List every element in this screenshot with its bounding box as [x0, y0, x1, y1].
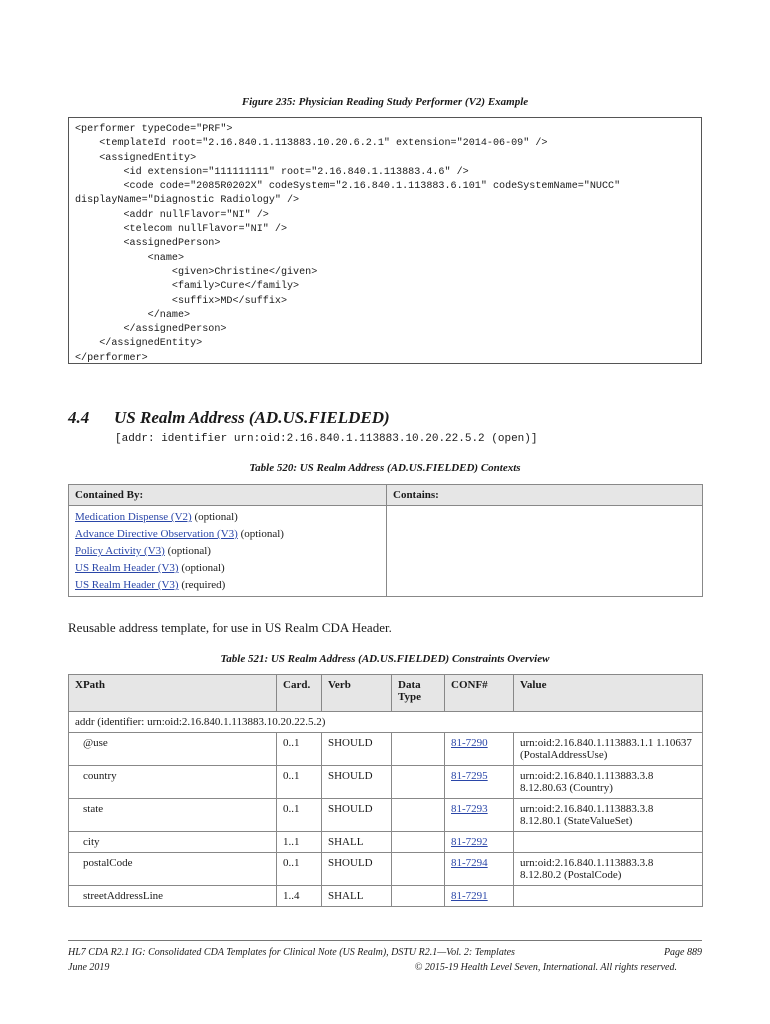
value-cell: [514, 832, 703, 853]
contains-cell: [387, 506, 703, 597]
value-cell: urn:oid:2.16.840.1.113883.3.8 8.12.80.1 (StateValueSet): [514, 799, 703, 832]
xpath-cell: postalCode: [69, 853, 277, 886]
verb-cell: SHOULD: [322, 766, 392, 799]
column-header: Data Type: [392, 675, 445, 712]
value-cell: urn:oid:2.16.840.1.113883.3.8 8.12.80.2 (PostalCode): [514, 853, 703, 886]
code-line: <name>: [75, 252, 185, 264]
conf-link[interactable]: 81-7291: [451, 890, 488, 902]
card-cell: 0..1: [277, 799, 322, 832]
code-line: <assignedEntity>: [75, 152, 197, 164]
context-link[interactable]: US Realm Header (V3): [75, 562, 179, 574]
datatype-cell: [392, 832, 445, 853]
conf-link[interactable]: 81-7293: [451, 803, 488, 815]
xpath-cell: streetAddressLine: [69, 886, 277, 907]
code-line: <id extension="111111111" root="2.16.840.1.113883.4.6" />: [75, 166, 469, 178]
code-line: <addr nullFlavor="NI" />: [75, 209, 269, 221]
table-row: [69, 733, 703, 766]
verb-cell: SHALL: [322, 886, 392, 907]
constraints-table-caption: Table 521: US Realm Address (AD.US.FIELDED) Constraints Overview: [220, 653, 550, 665]
card-cell: 0..1: [277, 766, 322, 799]
list-item: US Realm Header (V3) (required): [75, 579, 226, 591]
code-line: <family>Cure</family>: [75, 281, 300, 293]
card-cell: 0..1: [277, 733, 322, 766]
verb-cell: SHALL: [322, 832, 392, 853]
contains-header: Contains:: [387, 485, 703, 506]
card-cell: 1..1: [277, 832, 322, 853]
figure-caption: Figure 235: Physician Reading Study Performer (V2) Example: [241, 96, 529, 108]
xpath-cell: state: [69, 799, 277, 832]
code-line: <code code="2085R0202X" codeSystem="2.16.840.1.113883.6.101" codeSystemName="NUCC": [75, 181, 621, 193]
code-line: <assignedPerson>: [75, 238, 221, 250]
xpath-cell: country: [69, 766, 277, 799]
footer-divider: [68, 940, 702, 941]
list-item: Advance Directive Observation (V3) (optional): [75, 528, 284, 540]
datatype-cell: [392, 853, 445, 886]
datatype-cell: [392, 766, 445, 799]
xpath-cell: city: [69, 832, 277, 853]
section-heading: [68, 408, 390, 428]
footer-copyright: © 2015-19 Health Level Seven, International. All rights reserved.: [414, 962, 677, 973]
code-line: </assignedEntity>: [75, 338, 203, 350]
code-line: </performer>: [75, 352, 148, 364]
group-row: addr (identifier: urn:oid:2.16.840.1.113883.10.20.22.5.2): [69, 712, 703, 733]
column-header: XPath: [69, 675, 277, 712]
xpath-cell: @use: [69, 733, 277, 766]
column-header: CONF#: [445, 675, 514, 712]
datatype-cell: [392, 886, 445, 907]
contexts-table: [68, 484, 703, 597]
value-cell: urn:oid:2.16.840.1.113883.1.1 1.10637 (PostalAddressUse): [514, 733, 703, 766]
table-row: [69, 766, 703, 799]
conf-cell: [445, 832, 514, 853]
table-row: [69, 886, 703, 907]
contained-by-cell: [69, 506, 387, 597]
conf-cell: [445, 733, 514, 766]
code-line: displayName="Diagnostic Radiology" />: [75, 195, 300, 207]
code-line: </name>: [75, 309, 191, 321]
code-line: <templateId root="2.16.840.1.113883.10.20.6.2.1" extension="2014-06-09" />: [75, 138, 548, 150]
list-item: Medication Dispense (V2) (optional): [75, 511, 238, 523]
column-header: Verb: [322, 675, 392, 712]
value-cell: [514, 886, 703, 907]
list-item: Policy Activity (V3) (optional): [75, 545, 211, 557]
verb-cell: SHOULD: [322, 799, 392, 832]
code-example: [68, 117, 702, 364]
code-line: <given>Christine</given>: [75, 266, 318, 278]
context-link[interactable]: Advance Directive Observation (V3): [75, 528, 238, 540]
footer-date: June 2019: [68, 962, 110, 973]
context-link[interactable]: US Realm Header (V3): [75, 579, 179, 591]
verb-cell: SHOULD: [322, 733, 392, 766]
contained-by-header: Contained By:: [69, 485, 387, 506]
code-line: <performer typeCode="PRF">: [75, 124, 233, 135]
table-row: [69, 832, 703, 853]
conf-cell: [445, 799, 514, 832]
conf-link[interactable]: 81-7290: [451, 737, 488, 749]
datatype-cell: [392, 733, 445, 766]
code-line: <suffix>MD</suffix>: [75, 295, 288, 307]
conf-cell: [445, 766, 514, 799]
conf-link[interactable]: 81-7295: [451, 770, 488, 782]
card-cell: 0..1: [277, 853, 322, 886]
section-number: 4.4: [68, 408, 90, 427]
table-row: [69, 799, 703, 832]
value-cell: urn:oid:2.16.840.1.113883.3.8 8.12.80.63 (Country): [514, 766, 703, 799]
footer-page-number: Page 889: [663, 947, 702, 958]
section-title: US Realm Address (AD.US.FIELDED): [114, 408, 390, 427]
code-line: <telecom nullFlavor="NI" />: [75, 224, 288, 236]
context-link[interactable]: Policy Activity (V3): [75, 545, 165, 557]
conf-cell: [445, 853, 514, 886]
constraints-table: [68, 674, 703, 907]
datatype-cell: [392, 799, 445, 832]
table-row: [69, 853, 703, 886]
context-link[interactable]: Medication Dispense (V2): [75, 511, 192, 523]
column-header: Card.: [277, 675, 322, 712]
code-line: </assignedPerson>: [75, 324, 227, 336]
description-paragraph: Reusable address template, for use in US Realm CDA Header.: [68, 620, 392, 635]
column-header: Value: [514, 675, 703, 712]
list-item: US Realm Header (V3) (optional): [75, 562, 225, 574]
contexts-table-caption: Table 520: US Realm Address (AD.US.FIELDED) Contexts: [249, 462, 521, 474]
conf-link[interactable]: 81-7292: [451, 836, 488, 848]
card-cell: 1..4: [277, 886, 322, 907]
template-identifier: [addr: identifier urn:oid:2.16.840.1.113883.10.20.22.5.2 (open)]: [115, 433, 538, 445]
footer-doc-title: HL7 CDA R2.1 IG: Consolidated CDA Templates for Clinical Note (US Realm), DSTU R2.1—Vol. 2: Templates: [68, 947, 515, 958]
conf-link[interactable]: 81-7294: [451, 857, 488, 869]
verb-cell: SHOULD: [322, 853, 392, 886]
conf-cell: [445, 886, 514, 907]
